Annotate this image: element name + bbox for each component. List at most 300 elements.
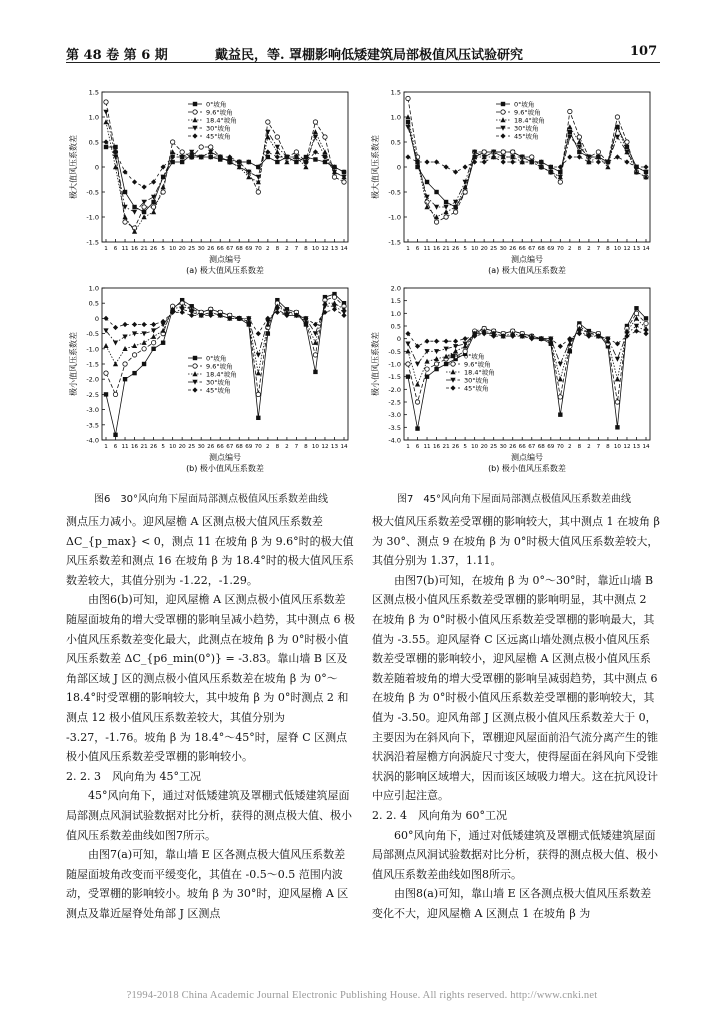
x-tick-label: 5 [463,444,467,450]
data-point [558,362,563,367]
y-tick-label: -2.0 [388,385,401,394]
x-tick-label: 11 [423,444,431,450]
x-tick-label: 67 [528,444,536,450]
x-tick-label: 66 [518,444,526,450]
data-point [151,341,155,345]
data-point [113,433,117,437]
data-point [634,328,639,333]
x-tick-label: 1 [104,246,108,252]
data-point [434,190,438,194]
x-tick-label: 5 [161,444,165,450]
legend-label: 30°坡角 [464,376,489,385]
y-axis-label: 极小值风压系数差 [371,332,380,396]
x-tick-label: 2 [568,246,572,252]
legend-label: 0°坡角 [206,354,227,363]
y-tick-label: -4.0 [86,436,99,445]
legend-marker [500,133,505,138]
x-tick-label: 16 [130,444,139,450]
x-tick-label: 67 [528,246,536,252]
data-point [625,140,629,144]
data-point [151,200,155,204]
data-point [122,214,127,219]
data-point [313,129,318,134]
x-axis-label: 测点编号 [511,255,543,264]
x-tick-label: 10 [311,444,320,450]
x-tick-label: 7 [596,246,601,252]
data-point [482,150,486,154]
data-point [161,184,166,189]
section-heading: 2. 2. 3 风向角为 45°工况 [66,769,201,783]
legend-label: 18.4°坡角 [514,116,545,125]
right-paragraph: 60°风向角下，通过对低矮建筑及罩棚式低矮建筑屋面局部测点风洞试验数据对比分析，获得的测点极大值、极小值风压系数差曲线如图8所示。 [372,828,658,881]
x-axis-label: 测点编号 [511,453,543,462]
y-tick-label: 1.0 [88,113,99,122]
data-point [256,190,260,194]
x-tick-label: 67 [226,444,234,450]
data-point [453,339,458,344]
x-tick-label: 69 [547,444,555,450]
x-tick-label: 10 [311,246,320,252]
x-tick-label: 2 [266,246,270,252]
data-point [463,164,468,169]
x-tick-label: 13 [330,444,339,450]
data-point [558,180,562,184]
x-tick-label: 8 [275,444,280,450]
data-point [275,135,279,139]
data-point [558,376,563,381]
data-point [132,343,137,348]
x-tick-label: 70 [556,246,564,252]
data-point [406,362,410,366]
x-tick-label: 26 [509,444,517,450]
x-axis-label: 测点编号 [209,453,241,462]
x-tick-label: 8 [606,444,610,450]
data-point [313,157,317,161]
data-point [256,392,260,396]
data-point [634,324,639,329]
chart-subtitle: (b) 极小值风压系数差 [488,464,566,473]
data-point [199,145,203,149]
left-paragraph: 由图6(b)可知，迎风屋檐 A 区测点极小值风压系数差随屋面坡角的增大受罩棚的影响呈减小趋势，其中测点 6 极小值风压系数差变化最大，此测点在坡角 β 为 0°时极小值风压系数差 ΔC_{p6_min(0°)} = -3.83。靠山墙 B 区及角部区域 J 区的测点极小值风压系数差在坡角 β 为 0°～18.4°时受罩棚的影响较大，其中坡角 β 为 0°时测点 2 和测点 12 极小值风压系数差较大，其值分别为 -3.27，-1.76。坡角 β 为 18.4°～45°时，屋脊 C 区测点极小值风压系数差受罩棚的影响较小。 [66,593,355,764]
data-point [558,412,562,416]
legend-marker [193,110,197,114]
legend-label: 18.4°坡角 [206,370,237,379]
data-point [256,370,261,375]
x-tick-label: 8 [577,246,582,252]
data-point [189,313,194,318]
x-tick-label: 69 [547,246,555,252]
data-point [132,322,137,327]
data-point [266,120,270,124]
data-point [275,160,279,164]
data-point [643,331,648,336]
y-tick-label: 0.5 [88,299,99,308]
legend-label: 0°坡角 [514,100,535,109]
y-tick-label: 0.5 [390,322,401,331]
chart-7b [368,282,658,474]
y-tick-label: -2.5 [388,398,401,407]
legend-marker [451,362,455,366]
data-point [444,200,448,204]
series-line [408,313,646,402]
series-line [408,318,646,384]
data-point [113,325,118,330]
legend-label: 0°坡角 [464,352,485,361]
data-point [332,295,336,299]
data-point [425,367,429,371]
data-point [180,310,185,315]
data-point [567,154,572,159]
data-point [453,349,458,354]
y-tick-label: 1.0 [390,309,401,318]
data-point [161,341,165,345]
x-tick-label: 1 [406,444,410,450]
data-point [132,205,136,209]
y-tick-label: -1.0 [86,345,99,354]
legend-label: 9.6°坡角 [206,362,233,371]
x-tick-label: 12 [321,246,329,252]
y-tick-label: -1.5 [86,238,99,247]
x-tick-label: 1 [104,444,108,450]
x-tick-label: 10 [471,246,479,252]
x-tick-label: 26 [452,444,460,450]
data-point [624,159,629,164]
legend-marker [192,117,197,122]
data-point [113,392,117,396]
data-point [123,220,127,224]
data-point [615,376,620,381]
journal-issue: 第 48 卷 第 6 期 [66,48,168,63]
data-point [510,159,515,164]
y-tick-label: 0 [94,163,99,172]
y-tick-label: 0.5 [390,138,401,147]
page-number: 107 [630,44,658,59]
y-tick-label: 2.0 [390,284,401,293]
y-tick-label: 0 [94,314,99,323]
x-tick-label: 8 [275,246,280,252]
data-point [415,400,419,404]
data-point [511,150,515,154]
data-point [113,361,118,366]
data-point [151,347,155,351]
x-tick-label: 68 [537,444,545,450]
y-tick-label: 1.5 [390,297,401,306]
data-point [104,100,108,104]
x-tick-label: 20 [178,444,186,450]
x-tick-label: 66 [518,246,526,252]
x-tick-label: 70 [254,444,262,450]
copyright-footer: ?1994-2018 China Academic Journal Electronic Publishing House. All rights reserved. http://www.cnki.net [126,990,598,1001]
data-point [482,159,487,164]
data-point [463,190,467,194]
x-tick-label: 21 [140,444,148,450]
legend-label: 45°坡角 [514,132,539,141]
data-point [266,155,270,159]
y-tick-label: 1.5 [88,88,99,97]
data-point [405,342,410,347]
legend-marker [451,354,455,358]
x-tick-label: 25 [490,246,498,252]
figure-7b [368,282,658,474]
data-point [141,340,146,345]
right-paragraph: 由图7(b)可知，在坡角 β 为 0°～30°时，靠近山墙 B 区测点极小值风压系数差受罩棚的影响明显，其中测点 2 在坡角 β 为 0°时极小值风压系数差受罩棚的影响最大，其值为 -3.55。迎风屋脊 C 区远离山墙处测点极小值风压系数差受罩棚的影响较小，迎风屋檐 A 区测点极小值风压系数差随着坡角的增大受罩棚的影响呈减弱趋势，其中测点 6 在坡角 β 为 0°时极小值风压系数差受罩棚的影响较大，其值为 -3.50。迎风角部 J 区测点极小值风压系数差大于 0，主要因为在斜风向下，罩棚迎风屋面前沿气流分离产生的锥状涡沿着屋檐方向涡旋尺寸变大，使得屋面在斜风向下受锥状涡的影响区域增大，因而该区域吸力增大。这在抗风设计中应引起注意。 [372,573,658,803]
data-point [634,311,638,315]
data-point [294,150,298,154]
x-tick-label: 21 [442,246,450,252]
data-point [501,150,505,154]
data-point [151,179,156,184]
data-point [415,381,420,386]
x-tick-label: 7 [294,444,299,450]
data-point [424,339,429,344]
legend-label: 45°坡角 [464,384,489,393]
data-point [342,180,346,184]
x-tick-label: 26 [509,246,517,252]
x-tick-label: 68 [235,444,243,450]
figure-6b [66,282,356,474]
data-point [313,120,317,124]
data-point [313,370,317,374]
data-point [256,179,261,184]
y-tick-label: -4.0 [388,436,401,445]
data-point [443,347,448,352]
data-point [643,164,648,169]
chart-subtitle: (a) 极大值风压系数差 [488,266,566,275]
y-tick-label: -3.0 [388,411,401,420]
x-tick-label: 26 [207,246,215,252]
legend-marker [193,356,197,360]
data-point [141,184,146,189]
x-tick-label: 12 [321,444,329,450]
x-tick-label: 30 [197,246,205,252]
x-tick-label: 13 [330,246,339,252]
y-tick-label: -3.0 [86,406,99,415]
data-point [615,400,619,404]
data-point [256,416,260,420]
figure-7-caption: 图7 45°风向角下屋面局部测点极值风压系数差曲线 [396,494,632,505]
x-tick-label: 26 [150,444,158,450]
y-tick-label: -1.5 [86,360,99,369]
running-title: 戴益民，等. 罩棚影响低矮建筑局部极值风压试验研究 [215,48,524,63]
x-tick-label: 21 [442,444,450,450]
data-point [406,96,410,100]
data-point [142,362,146,366]
data-point [151,209,156,214]
y-tick-label: 0.5 [88,138,99,147]
chart-subtitle: (b) 极小值风压系数差 [186,464,264,473]
data-point [406,374,410,378]
data-point [577,135,581,139]
data-point [275,154,280,159]
legend-label: 30°坡角 [206,378,231,387]
data-point [256,353,261,358]
data-point [644,321,648,325]
data-point [323,160,327,164]
x-tick-label: 6 [113,444,118,450]
x-tick-label: 10 [169,246,177,252]
data-point [180,160,184,164]
y-tick-label: -0.5 [86,188,99,197]
left-paragraph: 45°风向角下，通过对低矮建筑及罩棚式低矮建筑屋面局部测点风洞试验数据对比分析，获得的测点极大值、极小值风压系数差曲线如图7所示。 [66,789,352,842]
data-point [453,169,458,174]
legend-marker [500,117,505,122]
data-point [103,110,108,115]
x-tick-label: 14 [642,246,650,252]
data-point [141,331,146,336]
x-tick-label: 6 [415,444,420,450]
data-point [123,377,127,381]
legend-marker [501,102,505,106]
x-tick-label: 5 [161,246,165,252]
y-tick-label: 1.0 [88,284,99,293]
data-point [443,209,448,214]
x-tick-label: 8 [606,246,610,252]
legend-label: 30°坡角 [514,124,539,133]
legend-marker [192,371,197,376]
series-line [408,308,646,428]
data-point [142,347,146,351]
y-tick-label: -0.5 [86,330,99,339]
data-point [434,159,439,164]
data-point [615,135,620,140]
data-point [615,357,620,362]
x-tick-label: 13 [632,246,641,252]
x-tick-label: 10 [613,246,622,252]
x-tick-label: 25 [188,246,196,252]
data-point [104,392,108,396]
x-tick-label: 21 [140,246,148,252]
data-point [132,179,137,184]
data-point [132,353,136,357]
data-point [434,356,439,361]
data-point [558,344,563,349]
x-tick-label: 2 [266,444,270,450]
data-point [104,145,108,149]
x-tick-label: 25 [188,444,196,450]
data-point [596,159,601,164]
x-tick-label: 16 [432,444,441,450]
data-point [443,339,448,344]
x-tick-label: 69 [245,246,253,252]
data-point [323,135,327,139]
y-tick-label: -2.5 [86,390,99,399]
data-point [341,313,346,318]
x-tick-label: 25 [490,444,498,450]
legend-marker [192,133,197,138]
x-tick-label: 2 [285,246,289,252]
x-tick-label: 8 [304,444,308,450]
data-point [434,367,438,371]
data-point [434,220,438,224]
legend-label: 30°坡角 [206,124,231,133]
x-tick-label: 30 [499,246,507,252]
right-paragraph: 极大值风压系数差受罩棚的影响较大，其中测点 1 在坡角 β 为 30°、测点 9 在坡角 β 为 0°时极大值风压系数差较大，其值分别为 1.37，1.11。 [372,515,660,568]
x-tick-label: 30 [197,444,205,450]
y-tick-label: -0.5 [388,188,401,197]
chart-6b [66,282,356,474]
x-tick-label: 66 [216,246,224,252]
data-point [463,336,468,341]
data-point [122,322,127,327]
y-tick-label: -3.5 [388,423,401,432]
legend-label: 18.4°坡角 [464,368,495,377]
x-tick-label: 66 [216,444,224,450]
data-point [434,362,438,366]
data-point [104,371,108,375]
y-tick-label: -2.0 [86,375,99,384]
data-point [615,425,619,429]
x-tick-label: 69 [245,444,253,450]
legend-label: 45°坡角 [206,132,231,141]
x-axis-label: 测点编号 [209,255,241,264]
y-tick-label: -1.5 [388,238,401,247]
data-point [313,353,317,357]
header-rule [66,62,660,63]
data-point [141,214,146,219]
left-column [66,512,356,923]
x-tick-label: 14 [340,246,348,252]
x-tick-label: 20 [480,246,488,252]
y-tick-label: -1.0 [86,213,99,222]
y-tick-label: 0 [396,163,401,172]
x-tick-label: 68 [235,246,243,252]
figure-7a [368,86,658,276]
data-point [501,159,506,164]
legend-label: 18.4°坡角 [206,116,237,125]
x-tick-label: 11 [121,246,129,252]
figure-6-caption: 图6 30°风向角下屋面局部测点极值风压系数差曲线 [93,494,329,505]
data-point [443,164,448,169]
data-point [558,395,562,399]
x-tick-label: 20 [178,246,186,252]
x-tick-label: 10 [471,444,479,450]
data-point [405,154,410,159]
data-point [424,159,429,164]
y-tick-label: -1.0 [388,213,401,222]
data-point [444,215,448,219]
data-point [141,322,146,327]
y-tick-label: -0.5 [388,347,401,356]
data-point [256,331,261,336]
legend-marker [192,387,197,392]
right-paragraph: 由图8(a)可知，靠山墙 E 区各测点极大值风压系数差变化不大，迎风屋檐 A 区测点 1 在坡角 β 为 [372,887,652,920]
x-tick-label: 16 [130,246,139,252]
x-tick-label: 6 [113,246,118,252]
y-tick-label: -1.0 [388,360,401,369]
data-point [634,306,638,310]
x-tick-label: 6 [415,246,420,252]
data-point [568,109,572,113]
data-point [596,150,600,154]
data-point [265,149,270,154]
x-tick-label: 12 [623,246,631,252]
x-tick-label: 30 [499,444,507,450]
section-heading: 2. 2. 4 风向角为 60°工况 [372,808,507,822]
x-tick-label: 11 [121,444,129,450]
y-tick-label: -3.5 [86,421,99,430]
x-tick-label: 8 [577,444,582,450]
x-tick-label: 26 [150,246,158,252]
x-tick-label: 14 [340,444,348,450]
y-tick-label: 1.5 [390,88,401,97]
legend-marker [450,385,455,390]
data-point [170,140,174,144]
x-tick-label: 11 [423,246,431,252]
data-point [322,304,327,309]
left-paragraph: 由图7(a)可知，靠山墙 E 区各测点极大值风压系数差随屋面坡角改变而平缓变化，其值在 -0.5～0.5 范围内波动，受罩棚的影响较小。坡角 β 为 30°时，迎风屋檐 A 区测点及靠近屋脊处角部 J 区测点 [66,848,349,920]
data-point [209,145,213,149]
y-tick-label: -1.5 [388,373,401,382]
